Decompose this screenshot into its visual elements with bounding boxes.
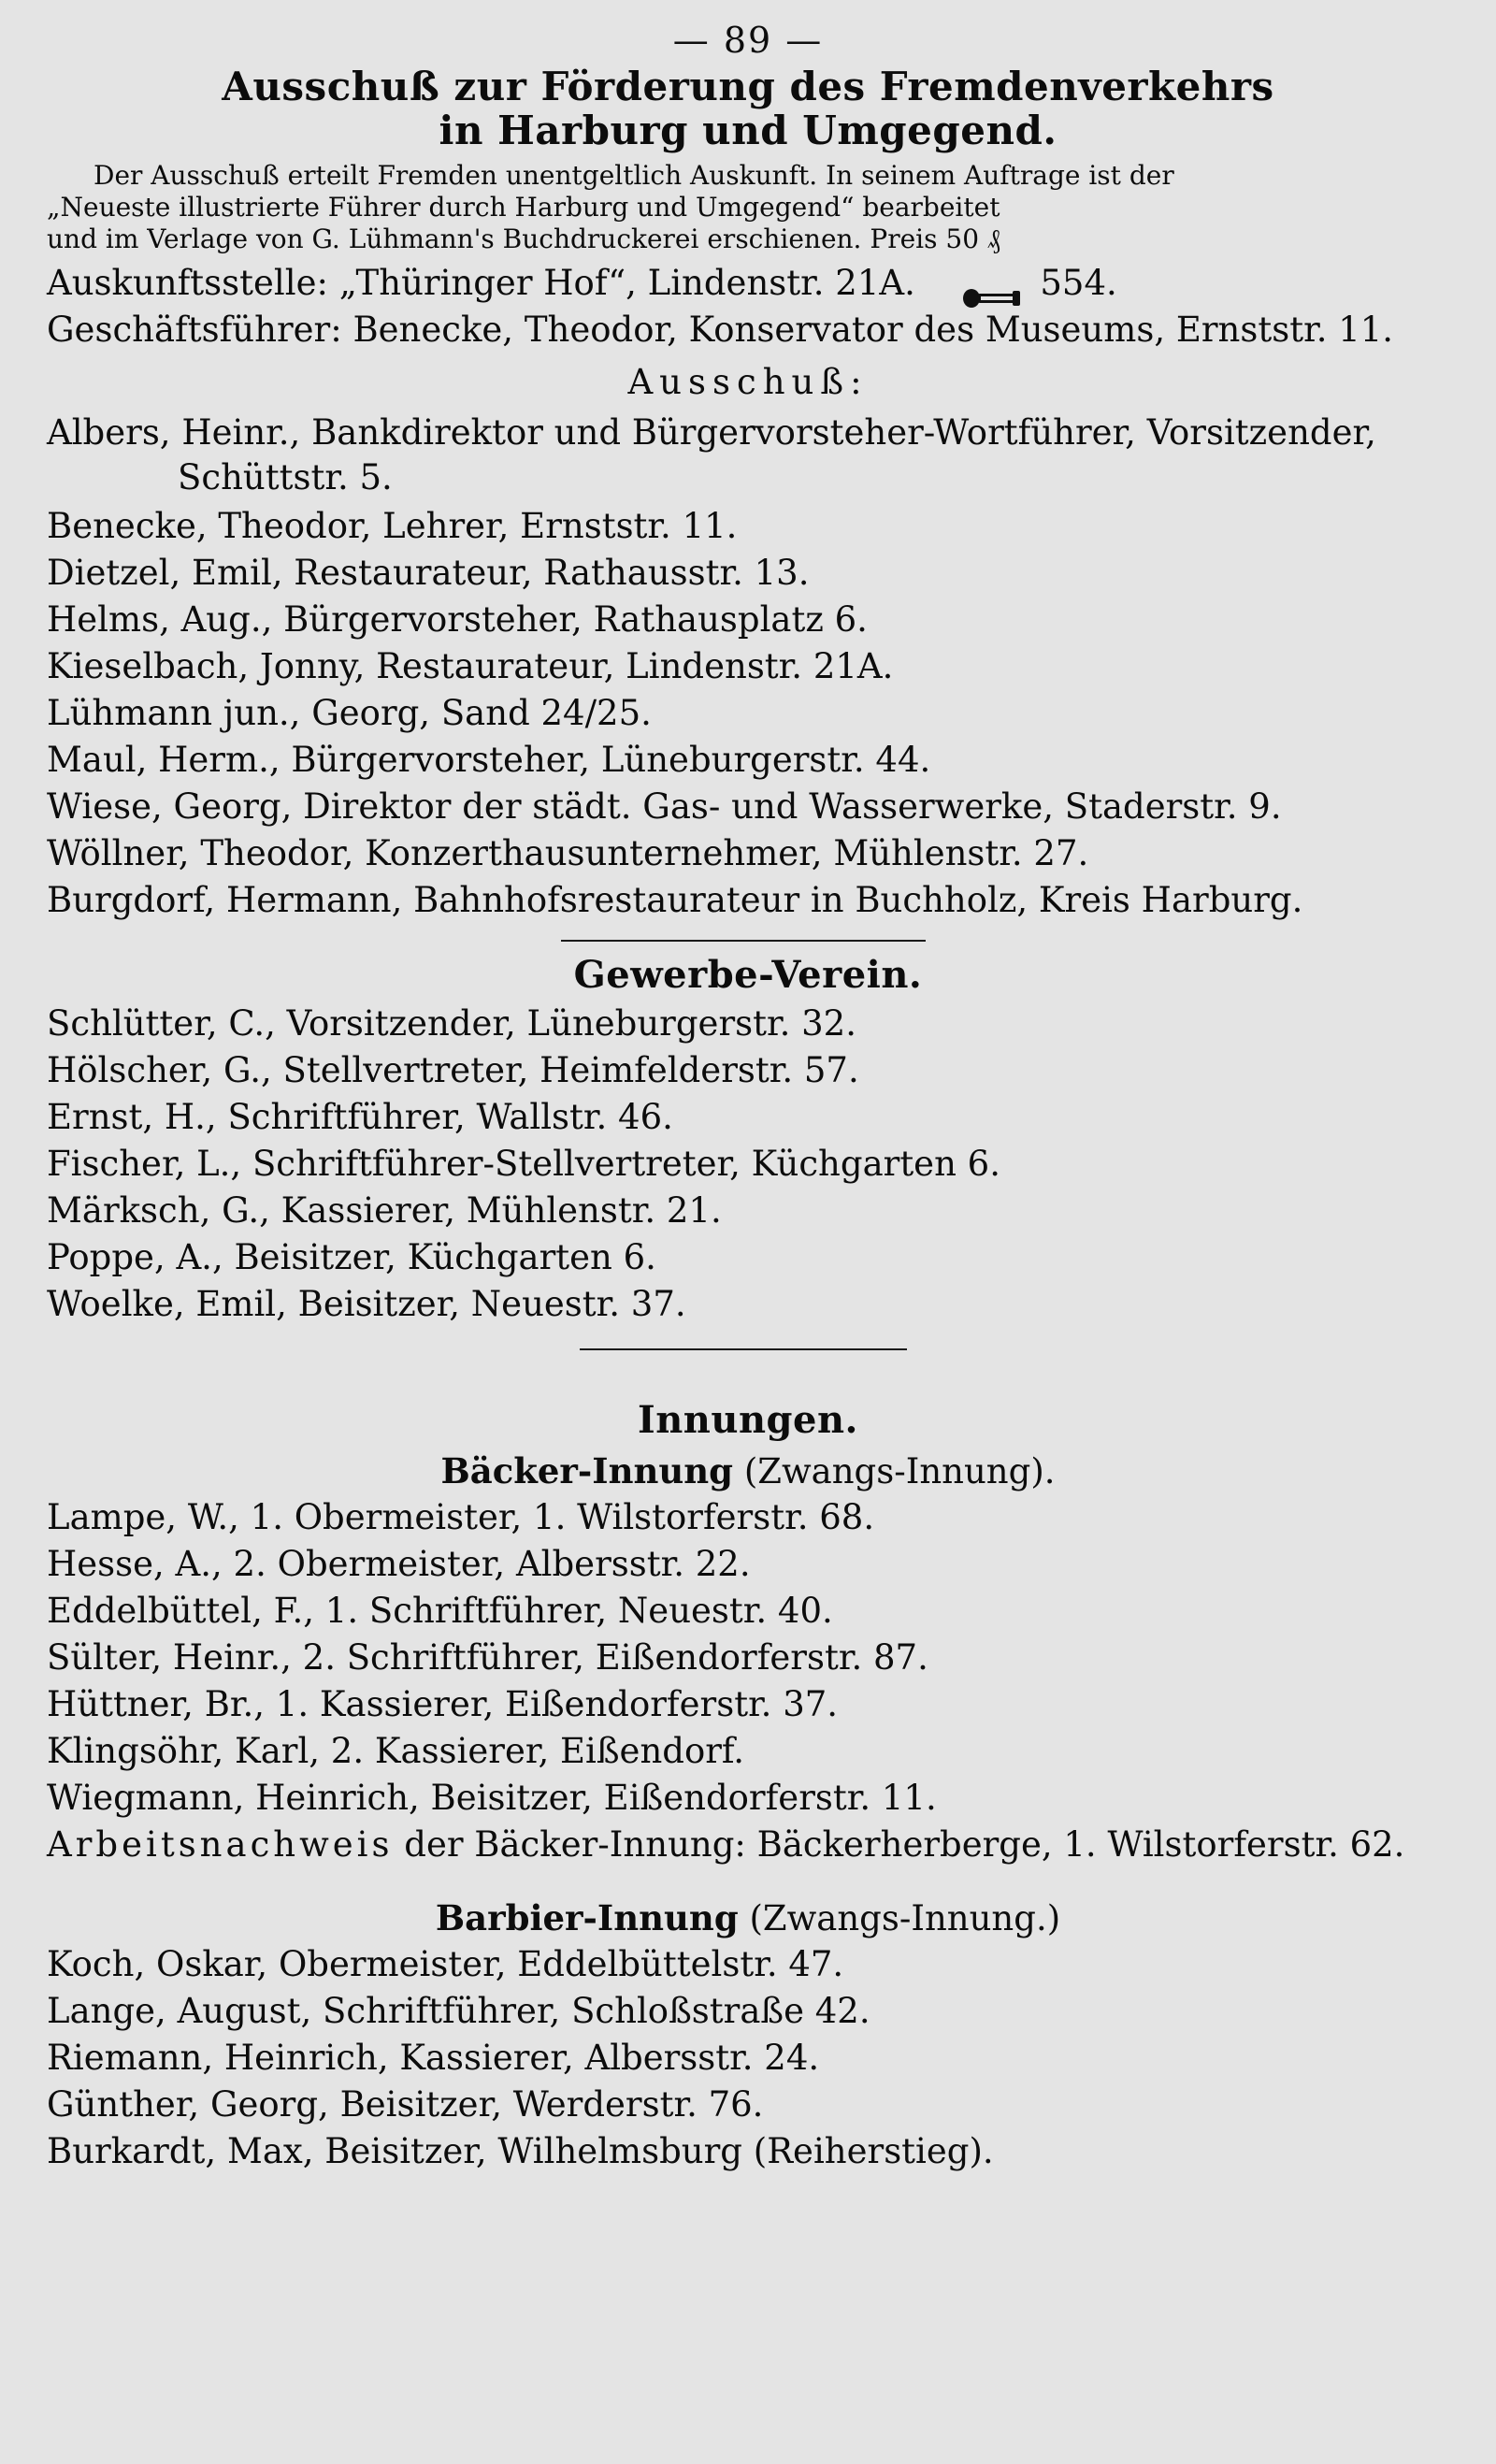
page-number: — 89 — — [672, 20, 824, 61]
member-line: Ernst, H., Schriftführer, Wallstr. 46. — [47, 1097, 673, 1137]
arbeitsnachweis-line — [47, 1823, 1404, 1866]
member-line: Lange, August, Schriftführer, Schloßstraße 42. — [47, 1991, 870, 2031]
member-line: Klingsöhr, Karl, 2. Kassierer, Eißendorf. — [47, 1731, 745, 1771]
telephone-number: 554. — [1040, 263, 1117, 303]
member-line: Benecke, Theodor, Lehrer, Ernststr. 11. — [47, 506, 738, 546]
baecker-innung-heading — [0, 1449, 1496, 1493]
member-line: Lühmann jun., Georg, Sand 24/25. — [47, 693, 652, 733]
ausschuss-heading: Ausschuß: — [627, 362, 869, 402]
member-line: Wöllner, Theodor, Konzerthausunternehmer, Mühlenstr. 27. — [47, 833, 1089, 873]
member-line: Burgdorf, Hermann, Bahnhofsrestaurateur in Buchholz, Kreis Harburg. — [47, 880, 1303, 920]
member-line: Albers, Heinr., Bankdirektor und Bürgervorsteher-Wortführer, Vorsitzender, — [47, 412, 1376, 453]
arbeitsnachweis-label: Arbeitsnachweis — [47, 1824, 394, 1865]
section-title-line1: Ausschuß zur Förderung des Fremdenverkehrs — [222, 64, 1274, 109]
barbier-innung-type: (Zwangs-Innung.) — [749, 1898, 1061, 1938]
member-line: Maul, Herm., Bürgervorsteher, Lüneburgerstr. 44. — [47, 740, 931, 780]
member-line: Dietzel, Emil, Restaurateur, Rathausstr. 13. — [47, 553, 810, 593]
member-line: Kieselbach, Jonny, Restaurateur, Lindenstr. 21A. — [47, 646, 894, 686]
section-divider — [580, 1348, 907, 1350]
member-line: Hölscher, G., Stellvertreter, Heimfelderstr. 57. — [47, 1050, 859, 1090]
gewerbeverein-title: Gewerbe-Verein. — [573, 953, 923, 997]
member-line: Wiese, Georg, Direktor der städt. Gas- und Wasserwerke, Staderstr. 9. — [47, 786, 1282, 827]
section-divider — [561, 940, 926, 942]
auskunftsstelle-line — [47, 262, 1117, 305]
member-line: Sülter, Heinr., 2. Schriftführer, Eißendorferstr. 87. — [47, 1637, 928, 1678]
member-line: Woelke, Emil, Beisitzer, Neuestr. 37. — [47, 1284, 686, 1324]
intro-line: „Neueste illustrierte Führer durch Harburg und Umgegend“ bearbeitet — [47, 192, 1000, 223]
member-line: Günther, Georg, Beisitzer, Werderstr. 76. — [47, 2084, 764, 2125]
barbier-innung-name: Barbier-Innung — [435, 1897, 739, 1938]
member-line: Hüttner, Br., 1. Kassierer, Eißendorferstr. 37. — [47, 1684, 839, 1724]
member-line: Koch, Oskar, Obermeister, Eddelbüttelstr. 47. — [47, 1944, 844, 1984]
member-line: Helms, Aug., Bürgervorsteher, Rathausplatz 6. — [47, 599, 868, 640]
member-line: Hesse, A., 2. Obermeister, Albersstr. 22. — [47, 1544, 751, 1584]
baecker-innung-name: Bäcker-Innung — [440, 1450, 734, 1491]
arbeitsnachweis-text: der Bäcker-Innung: Bäckerherberge, 1. Wilstorferstr. 62. — [404, 1824, 1405, 1865]
barbier-innung-heading — [0, 1896, 1496, 1940]
member-line: Poppe, A., Beisitzer, Küchgarten 6. — [47, 1237, 656, 1277]
innungen-title: Innungen. — [638, 1398, 858, 1442]
member-line: Burkardt, Max, Beisitzer, Wilhelmsburg (Reiherstieg). — [47, 2131, 994, 2171]
section-title-line2: in Harburg und Umgegend. — [439, 108, 1057, 153]
telephone-icon — [962, 276, 1022, 296]
member-line: Märksch, G., Kassierer, Mühlenstr. 21. — [47, 1190, 722, 1231]
member-line: Wiegmann, Heinrich, Beisitzer, Eißendorferstr. 11. — [47, 1778, 937, 1818]
intro-line: Der Ausschuß erteilt Fremden unentgeltlich Auskunft. In seinem Auftrage ist der — [94, 160, 1174, 191]
auskunftsstelle-text: Auskunftsstelle: „Thüringer Hof“, Lindenstr. 21A. — [47, 263, 915, 303]
baecker-innung-type: (Zwangs-Innung). — [743, 1451, 1056, 1491]
member-line: Lampe, W., 1. Obermeister, 1. Wilstorferstr. 68. — [47, 1497, 875, 1537]
member-line: Eddelbüttel, F., 1. Schriftführer, Neuestr. 40. — [47, 1591, 833, 1631]
member-line: Schüttstr. 5. — [178, 457, 393, 497]
geschaeftsfuehrer-line: Geschäftsführer: Benecke, Theodor, Konservator des Museums, Ernststr. 11. — [47, 310, 1394, 350]
member-line: Riemann, Heinrich, Kassierer, Albersstr. 24. — [47, 2038, 820, 2078]
intro-line: und im Verlage von G. Lühmann's Buchdruckerei erschienen. Preis 50 ₰ — [47, 223, 1000, 254]
member-line: Schlütter, C., Vorsitzender, Lüneburgerstr. 32. — [47, 1003, 856, 1044]
member-line: Fischer, L., Schriftführer-Stellvertreter, Küchgarten 6. — [47, 1144, 1000, 1184]
